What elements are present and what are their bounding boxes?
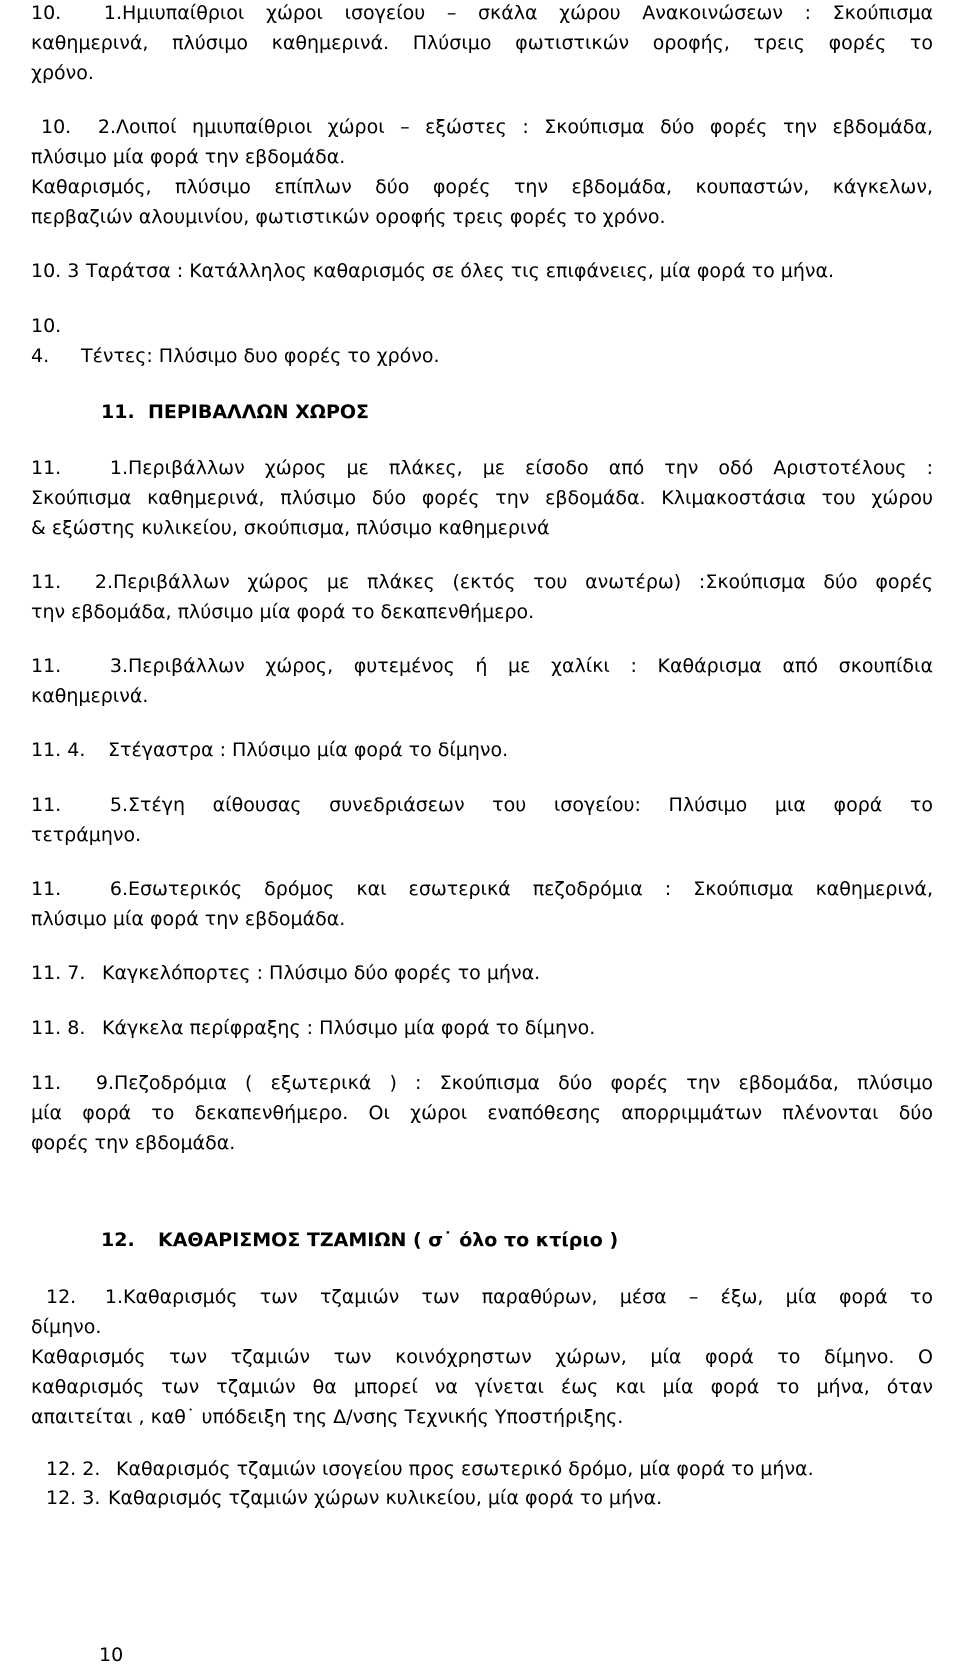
item-text: Καθαρισμός των τζαμιών των κοινόχρηστων χώρων, μία φορά το δίμηνο. Ο [31, 1346, 933, 1368]
item-11-6 [31, 874, 933, 934]
item-number: 12. 3. [46, 1487, 101, 1509]
item-11-7 [31, 958, 933, 988]
section-heading-11 [101, 397, 369, 427]
item-number: 12. 1. [46, 1286, 123, 1308]
item-text: Περιβάλλων χώρος με πλάκες (εκτός του ανωτέρω) :Σκούπισμα δύο φορές [113, 571, 933, 593]
heading-number: 11. [101, 401, 135, 423]
item-12-1 [31, 1282, 933, 1432]
item-text: Περιβάλλων χώρος με πλάκες, με είσοδο από την οδό Αριστοτέλους : [128, 457, 933, 479]
item-number: 10. 1. [31, 2, 122, 24]
item-number: 11. 5. [31, 794, 128, 816]
item-text: Στέγαστρα : Πλύσιμο μία φορά το δίμηνο. [108, 739, 509, 761]
item-text: Τέντες: Πλύσιμο δυο φορές το χρόνο. [81, 345, 440, 367]
item-text: Καθαρισμός τζαμιών χώρων κυλικείου, μία φορά το μήνα. [108, 1487, 663, 1509]
item-10-4 [31, 311, 933, 371]
item-number: 11. 9. [31, 1072, 114, 1094]
item-10-1 [31, 0, 933, 88]
heading-title: ΚΑΘΑΡΙΣΜΟΣ ΤΖΑΜΙΩΝ ( σ˙ όλο το κτίριο ) [158, 1229, 619, 1251]
item-text: Καθαρισμός των τζαμιών των παραθύρων, μέσα – έξω, μία φορά το [123, 1286, 933, 1308]
item-text: Περιβάλλων χώρος, φυτεμένος ή με χαλίκι : Καθάρισμα από σκουπίδια [128, 655, 933, 677]
item-number: 11. 1. [31, 457, 128, 479]
page-number: 10 [99, 1644, 124, 1666]
item-11-2 [31, 567, 933, 627]
item-number: 11. 7. [31, 962, 86, 984]
item-text: απαιτείται , καθ˙ υπόδειξη της Δ/νσης Τεχνικής Υποστήριξης. [31, 1406, 624, 1428]
item-text: καθαρισμός των τζαμιών θα μπορεί να γίνεται έως και μία φορά το μήνα, όταν [31, 1376, 933, 1398]
item-text: τετράμηνο. [31, 824, 142, 846]
item-text: Λοιποί ημιυπαίθριοι χώροι – εξώστες : Σκούπισμα δύο φορές την εβδομάδα, [116, 116, 933, 138]
section-heading-12 [101, 1225, 618, 1255]
item-11-1 [31, 453, 933, 543]
item-text: μία φορά το δεκαπενθήμερο. Οι χώροι εναπόθεσης απορριμμάτων πλένονται δύο [31, 1102, 933, 1124]
item-text: καθημερινά. [31, 685, 149, 707]
item-11-3 [31, 651, 933, 711]
item-text: πλύσιμο μία φορά την εβδομάδα. [31, 146, 346, 168]
item-text: την εβδομάδα, πλύσιμο μία φορά το δεκαπενθήμερο. [31, 601, 535, 623]
item-text: περβαζιών αλουμινίου, φωτιστικών οροφής τρεις φορές το χρόνο. [31, 206, 666, 228]
item-number: 12. 2. [46, 1458, 101, 1480]
item-text: δίμηνο. [31, 1316, 102, 1338]
item-12-2 [31, 1454, 933, 1484]
heading-number: 12. [101, 1229, 135, 1251]
item-11-4 [31, 735, 933, 765]
item-text: πλύσιμο μία φορά την εβδομάδα. [31, 908, 346, 930]
item-number: 11. 8. [31, 1017, 86, 1039]
item-number: 10. 4. [31, 315, 62, 367]
item-text: Σκούπισμα καθημερινά, πλύσιμο δύο φορές την εβδομάδα. Κλιμακοστάσια του χώρου [31, 487, 933, 509]
item-text: Καγκελόπορτες : Πλύσιμο δύο φορές το μήνα. [102, 962, 541, 984]
item-text: Στέγη αίθουσας συνεδριάσεων του ισογείου: Πλύσιμο μια φορά το [128, 794, 933, 816]
item-text: Καθαρισμός, πλύσιμο επίπλων δύο φορές την εβδομάδα, κουπαστών, κάγκελων, [31, 176, 933, 198]
item-text: Ταράτσα : Κατάλληλος καθαρισμός σε όλες τις επιφάνειες, μία φορά το μήνα. [86, 260, 835, 282]
item-text: χρόνο. [31, 62, 94, 84]
item-11-5 [31, 790, 933, 850]
item-text: Εσωτερικός δρόμος και εσωτερικά πεζοδρόμια : Σκούπισμα καθημερινά, [128, 878, 933, 900]
item-12-3 [31, 1483, 933, 1513]
item-number: 11. 2. [31, 571, 113, 593]
item-10-3 [31, 256, 933, 286]
item-number: 11. 6. [31, 878, 128, 900]
item-number: 11. 3. [31, 655, 128, 677]
item-11-8 [31, 1013, 933, 1043]
item-text: Πεζοδρόμια ( εξωτερικά ) : Σκούπισμα δύο φορές την εβδομάδα, πλύσιμο [114, 1072, 933, 1094]
item-number: 10. 3 [31, 260, 80, 282]
item-number: 10. 2. [41, 116, 116, 138]
item-text: Καθαρισμός τζαμιών ισογείου προς εσωτερικό δρόμο, μία φορά το μήνα. [116, 1458, 814, 1480]
item-number: 11. 4. [31, 739, 86, 761]
heading-title: ΠΕΡΙΒΑΛΛΩΝ ΧΩΡΟΣ [148, 401, 369, 423]
item-text: Ημιυπαίθριοι χώροι ισογείου – σκάλα χώρου Ανακοινώσεων : Σκούπισμα [122, 2, 933, 24]
item-11-9 [31, 1068, 933, 1158]
item-text: & εξώστης κυλικείου, σκούπισμα, πλύσιμο καθημερινά [31, 517, 550, 539]
item-text: Κάγκελα περίφραξης : Πλύσιμο μία φορά το δίμηνο. [102, 1017, 596, 1039]
item-text: φορές την εβδομάδα. [31, 1132, 236, 1154]
item-10-2 [31, 112, 933, 232]
item-text: καθημερινά, πλύσιμο καθημερινά. Πλύσιμο φωτιστικών οροφής, τρεις φορές το [31, 32, 933, 54]
